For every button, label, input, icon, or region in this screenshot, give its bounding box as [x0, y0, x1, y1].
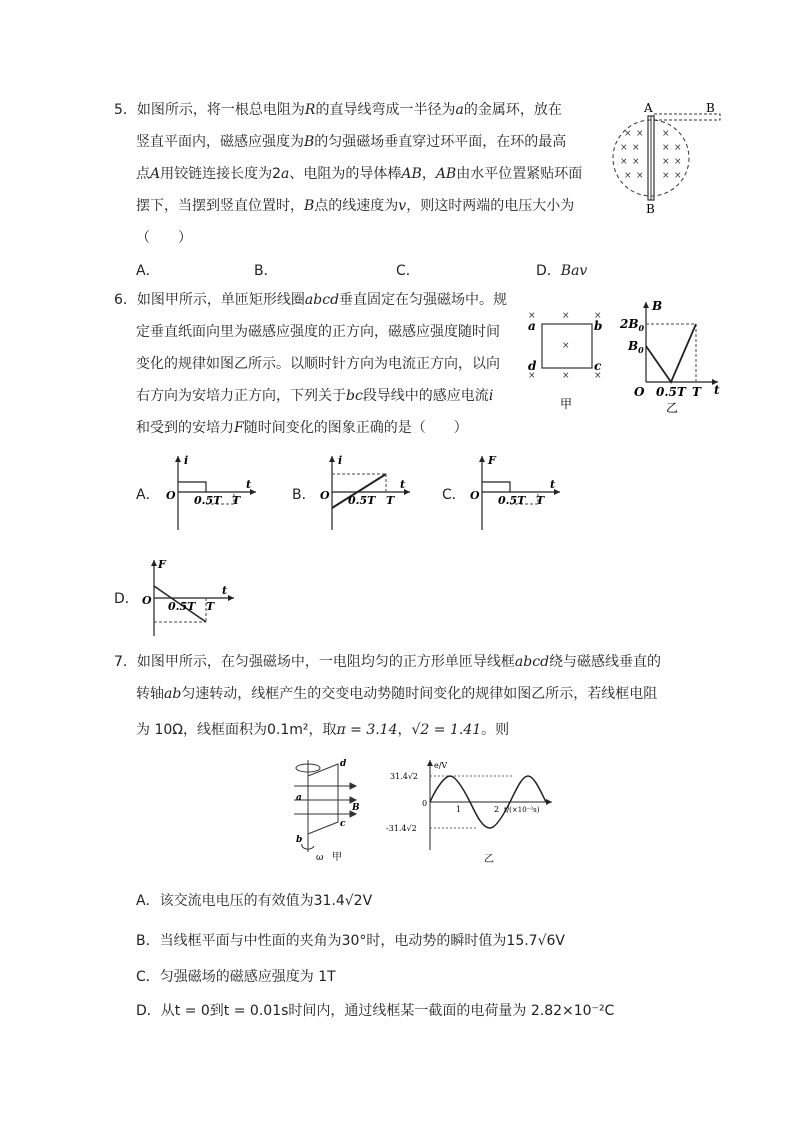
q7-frame-figure: [288, 756, 368, 866]
svg-text:0.5T: 0.5T: [498, 494, 526, 507]
svg-text:×: ×: [528, 371, 536, 381]
svg-text:×: ×: [674, 171, 682, 181]
svg-text:c: c: [594, 359, 602, 373]
svg-text:e/V: e/V: [434, 761, 448, 770]
svg-text:ω: ω: [316, 853, 324, 863]
svg-text:b: b: [296, 835, 303, 845]
svg-text:×: ×: [662, 157, 670, 167]
svg-text:B0: $B_0$: [628, 339, 644, 355]
q5-ring-figure: [608, 98, 728, 218]
caption-jia: 甲: [560, 397, 573, 411]
svg-text:0.5T: 0.5T: [348, 494, 376, 507]
fig-label-b-bottom: B: [646, 202, 655, 216]
q5-option-a[interactable]: A．: [136, 263, 160, 279]
svg-text:t: t: [400, 478, 406, 491]
svg-text:0: 0: [422, 799, 428, 808]
svg-text:T: T: [692, 385, 701, 399]
q6-option-c[interactable]: C．: [442, 487, 466, 503]
svg-text:B: B: [652, 299, 663, 313]
svg-text:F: F: [158, 558, 166, 571]
svg-text:×: ×: [636, 171, 644, 181]
svg-text:t: t: [222, 584, 228, 597]
q5-line-3: 点A用铰链连接长度为2a、电阻为的导体棒AB，AB由水平位置紧贴环面: [136, 166, 583, 182]
q6-option-b[interactable]: B．: [292, 487, 316, 503]
caption-jia-q7: 甲: [332, 852, 342, 863]
fig-label-b-right: B: [706, 101, 715, 115]
caption-yi-q7: 乙: [484, 854, 494, 865]
svg-text:t/(×10⁻²s): t/(×10⁻²s): [504, 806, 540, 814]
svg-text:O: O: [142, 594, 152, 607]
svg-text:T: T: [536, 494, 545, 507]
q7-option-d[interactable]: D．从t = 0到t = 0.01s时间内，通过线框某一截面的电荷量为 2.82×10⁻²C: [136, 1003, 615, 1019]
q7-option-b[interactable]: B．当线框平面与中性面的夹角为30°时，电动势的瞬时值为15.7√6V: [136, 933, 565, 949]
svg-text:0.5T: 0.5T: [168, 600, 196, 613]
svg-text:0.5T: 0.5T: [656, 385, 686, 399]
svg-text:×: ×: [674, 157, 682, 167]
q5-line-4: 摆下，当摆到竖直位置时，B点的线速度为v，则这时两端的电压大小为: [136, 198, 575, 214]
svg-text:i: i: [338, 454, 343, 467]
q6-b-graph: [616, 296, 726, 416]
q5-line-1: 5．如图所示，将一根总电阻为R的直导线弯成一半径为a的金属环，放在: [114, 102, 562, 118]
b-curve: [646, 324, 696, 382]
fig-label-a: A: [644, 101, 653, 115]
svg-text:T: T: [206, 600, 215, 613]
q6-coil-figure: [524, 306, 608, 416]
svg-text:t: t: [714, 383, 720, 397]
svg-text:2B0: $2B_0$: [620, 317, 645, 333]
q6-line-4: 右方向为安培力正方向，下列关于bc段导线中的感应电流i: [136, 388, 494, 404]
svg-text:×: ×: [632, 143, 640, 153]
svg-text:b: b: [594, 319, 603, 333]
q7-emf-graph: [386, 756, 558, 866]
svg-text:×: ×: [662, 143, 670, 153]
q7-option-c[interactable]: C．匀强磁场的磁感应强度为 1T: [136, 969, 336, 985]
q6-option-d[interactable]: D．: [114, 591, 139, 607]
svg-text:t: t: [246, 478, 252, 491]
q6-line-5: 和受到的安培力F随时间变化的图象正确的是（ ）: [136, 420, 468, 436]
svg-text:0.5T: 0.5T: [194, 494, 222, 507]
q5-line-2: 竖直平面内，磁感应强度为B的匀强磁场垂直穿过环平面，在环的最高: [136, 134, 567, 150]
svg-text:T: T: [386, 494, 395, 507]
q7-line-3: 为 10Ω，线框面积为0.1m²，取π = 3.14，√2 = 1.41。则: [136, 722, 510, 738]
svg-text:O: O: [634, 385, 645, 399]
svg-text:×: ×: [562, 311, 570, 321]
svg-text:×: ×: [674, 143, 682, 153]
svg-text:O: O: [470, 489, 480, 502]
q7-line-1: 7．如图甲所示，在匀强磁场中，一电阻均匀的正方形单匝导线框abcd绕与磁感线垂直的: [114, 654, 662, 670]
svg-text:c: c: [340, 819, 346, 829]
svg-text:d: d: [528, 359, 537, 373]
svg-text:31.4√2: 31.4√2: [390, 772, 418, 781]
q6-option-b-graph[interactable]: [314, 452, 414, 534]
svg-text:×: ×: [662, 129, 670, 139]
svg-text:B: B: [352, 803, 360, 813]
q7-option-a[interactable]: A．该交流电电压的有效值为31.4√2V: [136, 893, 373, 909]
q6-line-3: 变化的规律如图乙所示。以顺时针方向为电流正方向，以向: [136, 356, 500, 372]
svg-text:×: ×: [662, 171, 670, 181]
svg-text:×: ×: [632, 157, 640, 167]
svg-text:×: ×: [620, 157, 628, 167]
q7-line-2: 转轴ab匀速转动，线框产生的交变电动势随时间变化的规律如图乙所示，若线框电阻: [136, 686, 658, 702]
svg-text:t: t: [550, 478, 556, 491]
svg-text:T: T: [232, 494, 241, 507]
svg-text:d: d: [340, 759, 347, 769]
svg-text:F: F: [488, 454, 496, 467]
q5-paren: （ ）: [136, 230, 192, 246]
q6-line-1: 6．如图甲所示，单匝矩形线圈abcd垂直固定在匀强磁场中。规: [114, 292, 508, 308]
q6-option-a-graph[interactable]: [160, 452, 260, 534]
svg-text:×: ×: [594, 311, 602, 321]
svg-text:-31.4√2: -31.4√2: [386, 824, 417, 833]
caption-yi: 乙: [666, 401, 679, 415]
svg-text:O: O: [320, 489, 330, 502]
q6-line-2: 定垂直纸面向里为磁感应强度的正方向，磁感应强度随时间: [136, 324, 500, 340]
svg-text:×: ×: [562, 341, 570, 351]
svg-text:×: ×: [528, 311, 536, 321]
q5-option-d[interactable]: D．Bav: [536, 263, 588, 279]
svg-text:×: ×: [624, 129, 632, 139]
svg-text:2: 2: [494, 805, 500, 814]
svg-text:a: a: [296, 793, 302, 803]
q6-option-d-graph[interactable]: [138, 556, 238, 638]
svg-text:×: ×: [636, 129, 644, 139]
svg-text:×: ×: [620, 143, 628, 153]
svg-text:×: ×: [562, 371, 570, 381]
svg-text:1: 1: [456, 805, 462, 814]
q5-option-b[interactable]: B．: [254, 263, 278, 279]
q5-option-c[interactable]: C．: [396, 263, 420, 279]
svg-text:a: a: [528, 319, 536, 333]
q6-option-c-graph[interactable]: [464, 452, 564, 534]
q6-option-a[interactable]: A．: [136, 487, 160, 503]
svg-text:O: O: [166, 489, 176, 502]
svg-text:×: ×: [624, 171, 632, 181]
svg-text:i: i: [184, 454, 189, 467]
svg-text:×: ×: [594, 371, 602, 381]
